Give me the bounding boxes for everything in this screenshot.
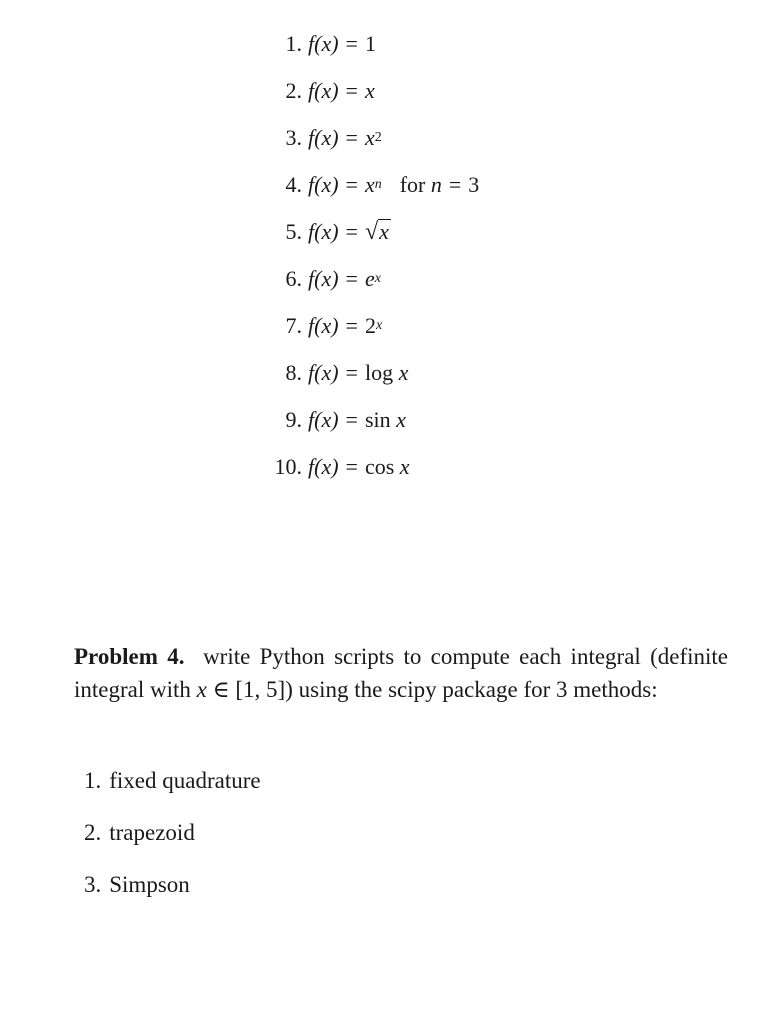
function-rhs-base: x <box>364 124 375 150</box>
function-item <box>262 67 479 114</box>
equals-sign: = <box>345 171 358 197</box>
function-lhs: f(x) <box>308 312 339 338</box>
function-lhs: f(x) <box>308 218 339 244</box>
function-name: sin <box>364 406 391 432</box>
item-number: 9. <box>285 406 302 432</box>
problem-math-in: ∈ <box>212 677 230 702</box>
function-lhs: f(x) <box>308 30 339 56</box>
problem-statement <box>74 640 728 706</box>
equals-sign: = <box>345 77 358 103</box>
item-number: 3. <box>84 872 102 897</box>
item-number: 3. <box>285 124 302 150</box>
problem-text-before: write Python scripts to compute each integral (definite integral with <box>74 644 729 702</box>
function-item <box>262 208 479 255</box>
function-lhs: f(x) <box>308 406 339 432</box>
function-rhs-base: x <box>364 171 375 197</box>
item-number: 2. <box>285 77 302 103</box>
condition-equals: = <box>448 171 462 197</box>
function-list <box>262 20 479 490</box>
problem-text-after: using the scipy package for 3 methods: <box>298 677 658 702</box>
function-lhs: f(x) <box>308 124 339 150</box>
function-rhs: x <box>364 77 375 103</box>
equals-sign: = <box>345 124 358 150</box>
function-item <box>262 349 479 396</box>
item-number: 8. <box>285 359 302 385</box>
item-number: 1. <box>285 30 302 56</box>
item-number: 5. <box>285 218 302 244</box>
methods-list <box>84 755 261 911</box>
function-item <box>262 20 479 67</box>
item-number: 1. <box>84 768 102 793</box>
function-name: log <box>364 359 394 385</box>
function-lhs: f(x) <box>308 359 339 385</box>
problem-label: Problem 4. <box>74 644 185 669</box>
method-item <box>84 807 261 859</box>
method-item <box>84 859 261 911</box>
item-number: 2. <box>84 820 102 845</box>
function-item <box>262 443 479 490</box>
equals-sign: = <box>345 406 358 432</box>
condition-var: n <box>430 171 442 197</box>
function-rhs-base: e <box>364 265 375 291</box>
item-number: 4. <box>285 171 302 197</box>
function-arg: x <box>399 453 410 479</box>
function-arg: x <box>396 406 406 432</box>
function-item: 4. f(x) = x n for n = 3 <box>262 161 479 208</box>
function-rhs-base: 2 <box>364 312 376 338</box>
function-arg: x <box>398 359 409 385</box>
problem-math-interval: [1, 5]) <box>235 677 293 702</box>
radicand: x <box>379 218 389 244</box>
equals-sign: = <box>345 30 358 56</box>
method-label: trapezoid <box>109 820 195 845</box>
item-number: 7. <box>285 312 302 338</box>
equals-sign: = <box>345 218 358 244</box>
equals-sign: = <box>345 265 358 291</box>
condition-text: for <box>399 171 426 197</box>
function-item <box>262 396 479 443</box>
item-number: 6. <box>285 265 302 291</box>
function-rhs: 1 <box>364 30 376 56</box>
function-name: cos <box>364 453 395 479</box>
function-lhs: f(x) <box>308 77 339 103</box>
function-lhs: f(x) <box>308 171 339 197</box>
equals-sign: = <box>345 312 358 338</box>
function-item: 6. f(x) = e x <box>262 255 479 302</box>
radical-icon: √ <box>364 219 379 246</box>
function-lhs: f(x) <box>308 453 339 479</box>
equals-sign: = <box>345 453 358 479</box>
item-number: 10. <box>274 453 302 479</box>
equals-sign: = <box>345 359 358 385</box>
method-label: Simpson <box>109 872 190 897</box>
function-item: 7. f(x) = 2 x <box>262 302 479 349</box>
function-lhs: f(x) <box>308 265 339 291</box>
method-item <box>84 755 261 807</box>
problem-math-var: x <box>196 677 207 702</box>
method-label: fixed quadrature <box>109 768 261 793</box>
condition-value: 3 <box>468 171 480 197</box>
square-root <box>365 219 391 244</box>
function-item: 3. f(x) = x 2 <box>262 114 479 161</box>
